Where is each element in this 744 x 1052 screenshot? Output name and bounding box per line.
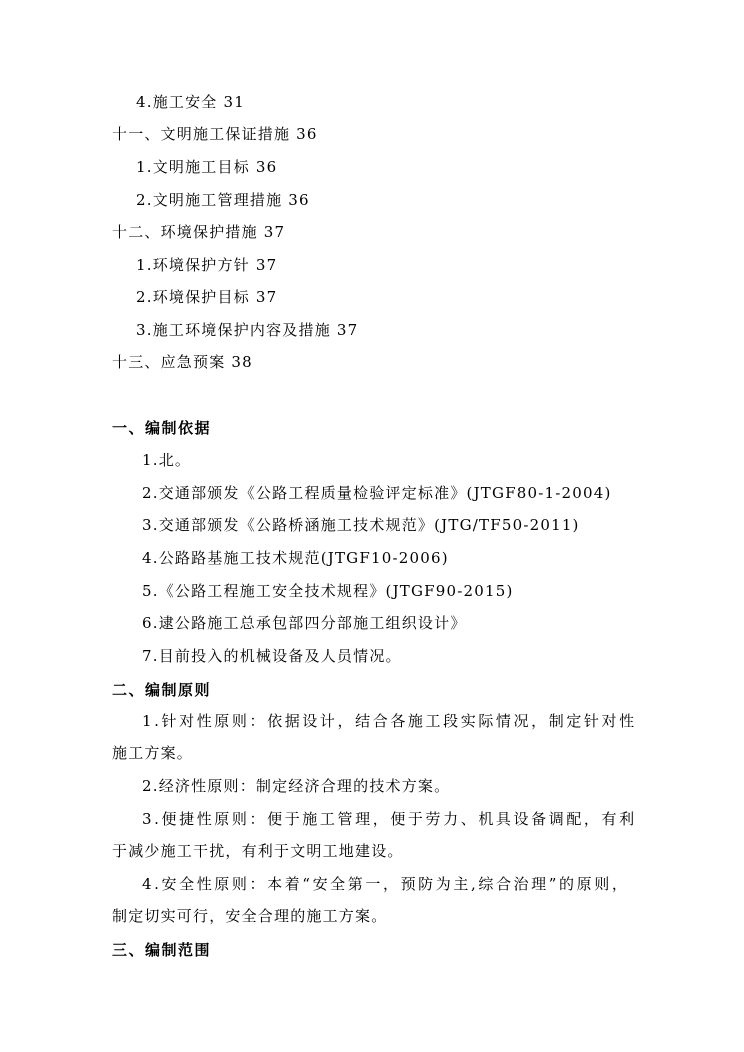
toc-entry-civilized-measures: 2.文明施工管理措施 36 (136, 191, 310, 209)
principle-2: 2.经济性原则：制定经济合理的技术方案。 (142, 777, 451, 795)
toc-entry-environment-content: 3.施工环境保护内容及措施 37 (136, 321, 359, 339)
principle-4-line-2: 制定切实可行，安全合理的施工方案。 (112, 907, 388, 925)
toc-entry-environment-goal: 2.环境保护目标 37 (136, 288, 278, 306)
basis-item-2: 2.交通部颁发《公路工程质量检验评定标准》(JTGF80-1-2004) (142, 484, 612, 502)
toc-entry-civilized-construction: 十一、文明施工保证措施 36 (112, 125, 318, 143)
section-heading-scope: 三、编制范围 (112, 941, 212, 959)
basis-item-6: 6.逮公路施工总承包部四分部施工组织设计》 (142, 614, 467, 632)
principle-1-line-1: 1.针对性原则：依据设计，结合各施工段实际情况，制定针对性 (142, 712, 637, 730)
section-heading-principles: 二、编制原则 (112, 681, 212, 699)
principle-3-line-1: 3.便捷性原则：便于施工管理，便于劳力、机具设备调配，有利 (142, 810, 637, 828)
basis-item-5: 5.《公路工程施工安全技术规程》(JTGF90-2015) (142, 582, 514, 600)
toc-entry-environment-protection: 十二、环境保护措施 37 (112, 223, 286, 241)
basis-item-7: 7.目前投入的机械设备及人员情况。 (142, 647, 402, 665)
toc-entry-emergency-plan: 十三、应急预案 38 (112, 353, 253, 371)
basis-item-3: 3.交通部颁发《公路桥涵施工技术规范》(JTG/TF50-2011) (142, 516, 580, 534)
toc-entry-environment-policy: 1.环境保护方针 37 (136, 256, 278, 274)
principle-3-line-2: 于减少施工干扰，有利于文明工地建设。 (112, 842, 404, 860)
toc-entry-civilized-goal: 1.文明施工目标 36 (136, 158, 278, 176)
basis-item-4: 4.公路路基施工技术规范(JTGF10-2006) (142, 549, 449, 567)
section-heading-basis: 一、编制依据 (112, 419, 212, 437)
toc-entry-construction-safety: 4.施工安全 31 (136, 93, 245, 111)
principle-1-line-2: 施工方案。 (112, 744, 194, 762)
principle-4-line-1: 4.安全性原则：本着“安全第一，预防为主,综合治理”的原则， (142, 875, 630, 893)
basis-item-1: 1.北。 (142, 451, 192, 469)
